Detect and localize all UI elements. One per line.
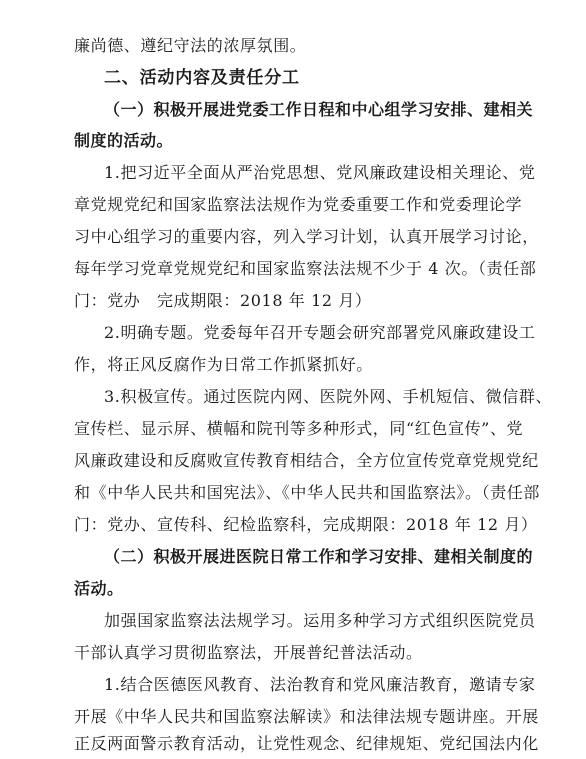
paragraph-line: 3.积极宣传。通过医院内网、医院外网、手机短信、微信群、 xyxy=(104,387,553,406)
paragraph-line: 作，将正风反腐作为日常工作抓紧抓好。 xyxy=(74,355,373,374)
paragraph-line: 习中心组学习的重要内容，列入学习计划，认真开展学习讨论， xyxy=(74,227,539,246)
paragraph-line: 1.结合医德医风教育、法治教育和党风廉洁教育，邀请专家 xyxy=(104,675,536,694)
subsection-heading-continued: 活动。 xyxy=(74,579,124,598)
paragraph-line-continued: 廉尚德、遵纪守法的浓厚氛围。 xyxy=(74,36,307,55)
paragraph-line: 干部认真学习贯彻监察法，开展普纪普法活动。 xyxy=(74,643,423,662)
paragraph-line: 和《中华人民共和国宪法》、《中华人民共和国监察法》。（责任部 xyxy=(74,483,541,502)
paragraph-line: 正反两面警示教育活动，让党性观念、纪律规矩、党纪国法内化 xyxy=(74,734,539,753)
paragraph-line: 加强国家监察法法规学习。运用多种学习方式组织医院党员 xyxy=(104,611,536,630)
paragraph-line: 门：党办 完成期限：2018 年 12 月） xyxy=(74,291,372,310)
paragraph-line: 1.把习近平全面从严治党思想、党风廉政建设相关理论、党 xyxy=(104,163,536,182)
paragraph-line: 门：党办、宣传科、纪检监察科，完成期限：2018 年 12 月） xyxy=(74,515,538,534)
subsection-heading-continued: 制度的活动。 xyxy=(74,131,174,150)
paragraph-line: 开展《中华人民共和国监察法解读》和法律法规专题讲座。开展 xyxy=(74,707,539,726)
paragraph-line: 风廉政建设和反腐败宣传教育相结合，全方位宣传党章党规党纪 xyxy=(74,451,539,470)
paragraph-line: 每年学习党章党规党纪和国家监察法法规不少于 4 次。（责任部 xyxy=(74,259,537,278)
paragraph-line: 章党规党纪和国家监察法法规作为党委重要工作和党委理论学 xyxy=(74,195,523,214)
subsection-heading: （一）积极开展进党委工作日程和中心组学习安排、建相关 xyxy=(104,100,534,119)
paragraph-line: 2.明确专题。党委每年召开专题会研究部署党风廉政建设工 xyxy=(104,323,536,342)
paragraph-line: 宣传栏、显示屏、横幅和院刊等多种形式，同“红色宣传”、党 xyxy=(74,419,524,438)
subsection-heading: （二）积极开展进医院日常工作和学习安排、建相关制度的 xyxy=(104,547,534,566)
section-heading: 二、活动内容及责任分工 xyxy=(104,68,300,88)
